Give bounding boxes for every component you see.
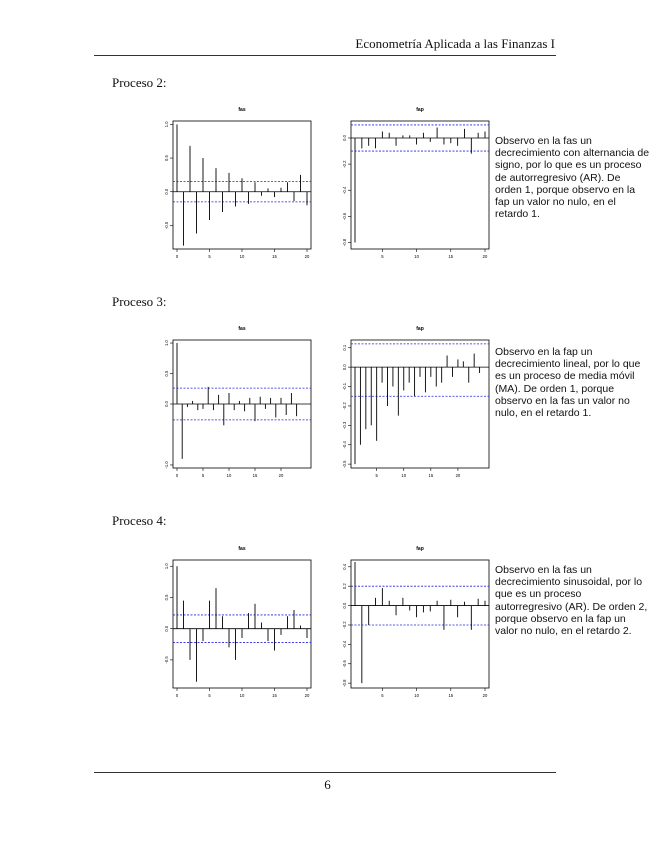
x-tick-label: 20 [278, 473, 284, 478]
y-tick-label: -0.4 [342, 186, 347, 194]
x-tick-label: 15 [272, 693, 277, 698]
description-proceso-4: Observo en la fas un decrecimiento sinusoidal, por lo que es un proceso autorregresivo (AR). De orden 2, porque observo en la fap un valor no nulo, en el retardo 2. [495, 564, 648, 638]
x-tick-label: 0 [175, 473, 179, 478]
plot-proceso-4-fas [155, 542, 315, 702]
chart-proceso-4-fap [333, 542, 493, 702]
y-tick-label: -0.8 [342, 238, 347, 247]
y-tick-label: 0.0 [342, 364, 347, 371]
y-tick-label: 0.0 [164, 188, 169, 195]
chart-title: fap [416, 326, 424, 332]
chart-title: fas [238, 107, 246, 113]
page-header-title: Econometría Aplicada a las Finanzas I [355, 36, 555, 51]
y-tick-label: -0.2 [342, 621, 347, 629]
y-tick-label: -0.2 [342, 160, 347, 168]
x-tick-label: 5 [208, 693, 211, 698]
x-tick-label: 10 [226, 473, 232, 478]
header-rule [94, 55, 556, 56]
x-tick-label: 10 [414, 254, 419, 259]
y-tick-label: -0.6 [342, 660, 347, 668]
y-tick-label: -0.5 [342, 460, 347, 468]
y-tick-label: -0.4 [342, 441, 347, 449]
section-label-proceso-2: Proceso 2: [112, 75, 167, 90]
x-tick-label: 20 [304, 693, 310, 698]
plot-proceso-2-fas [155, 103, 315, 263]
x-tick-label: 20 [482, 693, 488, 698]
x-tick-label: 20 [482, 254, 488, 259]
chart-title: fas [238, 546, 246, 552]
chart-proceso-4-fas [155, 542, 315, 702]
chart-proceso-3-fap [333, 322, 493, 482]
x-tick-label: 15 [428, 473, 434, 478]
plot-frame [351, 560, 489, 688]
y-tick-label: 0.0 [164, 625, 169, 632]
x-tick-label: 5 [208, 254, 211, 259]
x-tick-label: 5 [375, 473, 378, 478]
x-tick-label: 0 [175, 693, 179, 698]
x-tick-label: 0 [175, 254, 179, 259]
y-tick-label: -0.6 [342, 212, 347, 220]
y-tick-label: 1.0 [164, 340, 169, 346]
chart-proceso-3-fas [155, 322, 315, 482]
y-tick-label: -0.1 [342, 382, 347, 391]
plot-frame [351, 340, 489, 468]
chart-proceso-2-fas [155, 103, 315, 263]
y-tick-label: -0.5 [164, 221, 169, 230]
description-proceso-3: Observo en la fap un decrecimiento lineal, por lo que es un proceso de media móvil (MA). De orden 1, porque observo en la fas un valor no nulo, en el retardo 1. [495, 346, 641, 420]
plot-proceso-3-fap [333, 322, 493, 482]
y-tick-label: 0.1 [342, 344, 347, 351]
y-tick-label: -0.5 [164, 656, 169, 664]
x-tick-label: 20 [304, 254, 310, 259]
x-tick-label: 5 [201, 473, 205, 478]
section-label-proceso-3: Proceso 3: [112, 294, 167, 309]
y-tick-label: 0.0 [342, 602, 347, 609]
y-tick-label: 0.4 [342, 563, 347, 570]
y-tick-label: 0.5 [164, 594, 169, 601]
x-tick-label: 10 [401, 473, 407, 478]
plot-proceso-4-fap [333, 542, 493, 702]
y-tick-label: -0.8 [342, 679, 347, 687]
y-tick-label: 0.5 [164, 370, 169, 377]
y-tick-label: -1.0 [164, 461, 169, 469]
chart-title: fas [238, 326, 246, 332]
y-tick-label: 1.0 [164, 563, 169, 570]
x-tick-label: 10 [239, 693, 245, 698]
y-tick-label: -0.2 [342, 402, 347, 410]
description-proceso-2: Observo en la fas un decrecimiento con alternancia de signo, por lo que es un proceso de autorregresivo (AR). De orden 1, porque observo en la fap un valor no nulo, en el retardo 1. [495, 135, 650, 221]
x-tick-label: 15 [252, 473, 258, 478]
y-tick-label: 0.0 [342, 135, 347, 141]
plot-proceso-2-fap [333, 103, 493, 263]
x-tick-label: 10 [414, 693, 419, 698]
page-number: 6 [324, 777, 331, 792]
y-tick-label: 1.0 [164, 121, 169, 128]
x-tick-label: 15 [448, 693, 454, 698]
chart-title: fap [416, 546, 424, 552]
x-tick-label: 20 [455, 473, 461, 478]
x-tick-label: 5 [381, 254, 384, 259]
y-tick-label: 0.2 [342, 583, 347, 590]
plot-frame [173, 560, 311, 688]
footer-rule [94, 772, 556, 773]
chart-title: fap [416, 107, 424, 113]
chart-proceso-2-fap [333, 103, 493, 263]
plot-proceso-3-fas [155, 322, 315, 482]
x-tick-label: 10 [239, 254, 245, 259]
y-tick-label: 0.0 [164, 401, 169, 407]
x-tick-label: 15 [448, 254, 454, 259]
y-tick-label: -0.4 [342, 640, 347, 648]
x-tick-label: 5 [381, 693, 384, 698]
section-label-proceso-4: Proceso 4: [112, 513, 167, 528]
plot-frame [351, 121, 489, 249]
x-tick-label: 15 [272, 254, 277, 259]
y-tick-label: -0.3 [342, 421, 347, 429]
y-tick-label: 0.5 [164, 155, 169, 161]
